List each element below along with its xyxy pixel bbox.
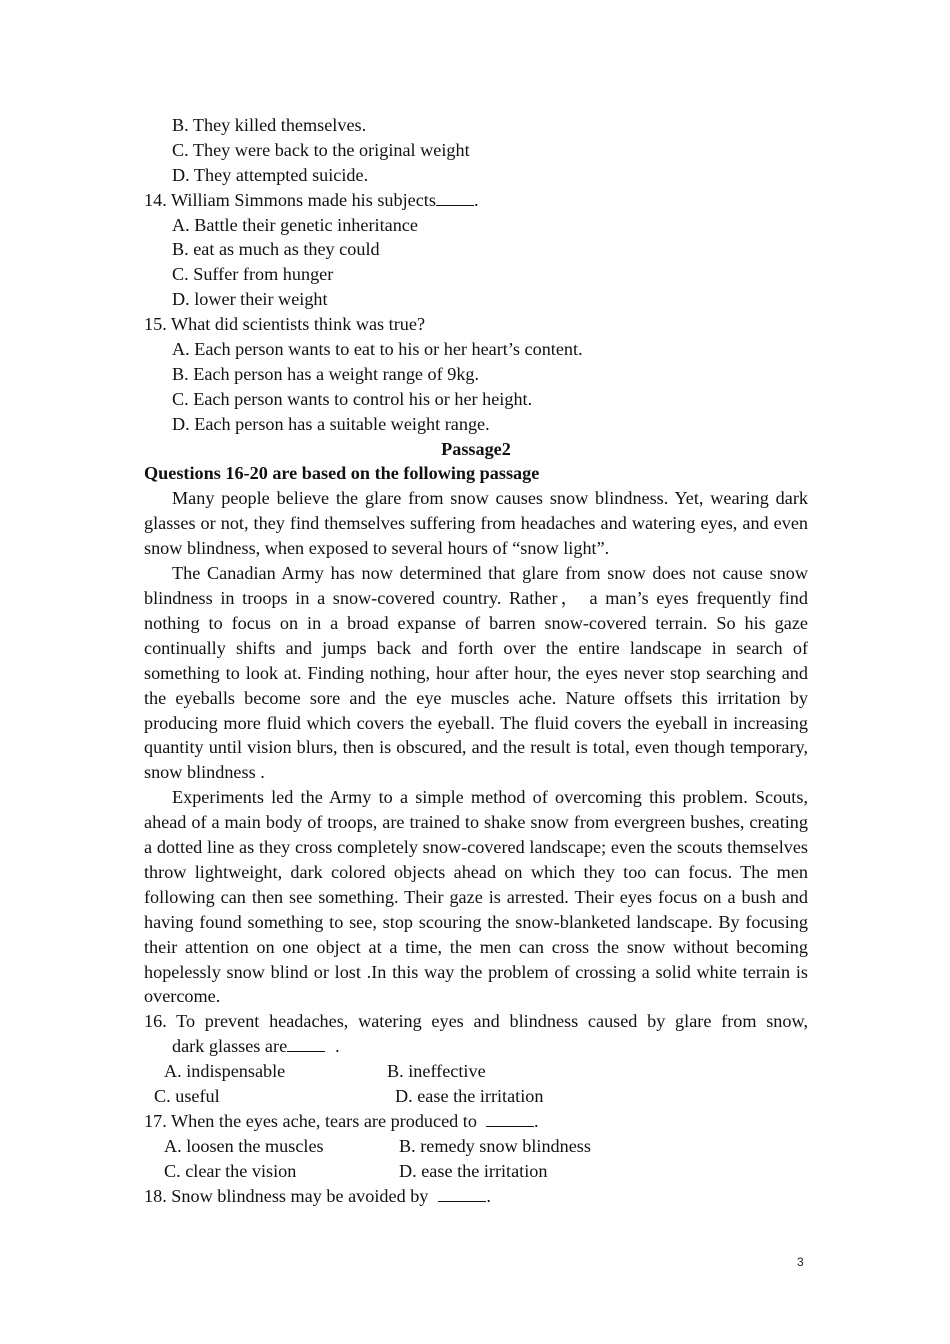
q16-stem: 16. To prevent headaches, watering eyes and blindness caused by glare from snow, (144, 1011, 808, 1032)
q17-option-d: D. ease the irritation (399, 1160, 548, 1181)
q14-stem: 14. William Simmons made his subjects . (144, 189, 479, 210)
q16-option-d: D. ease the irritation (395, 1086, 544, 1107)
q16-options-row-1 (144, 1059, 808, 1084)
q15-option-a: A. Each person wants to eat to his or her heart’s content. (172, 339, 583, 360)
passage-title: Passage2 (441, 438, 511, 459)
q16-options-row-2 (144, 1084, 808, 1109)
passage-instruction: Questions 16-20 are based on the following passage (144, 463, 540, 484)
passage-paragraph: The Canadian Army has now determined that glare from snow does not cause snow blindness in troops in a snow-covered country. Rather， a man’s eyes frequently find nothing to focus on in a broad expanse of barren snow-covered terrain. So his gaze continually shifts and jumps back and forth over the entire landscape in search of something to look at. Finding nothing, hour after hour, the eyes never stop searching and the eyeballs become sore and the eye muscles ache. Nature offsets this irritation by producing more fluid which covers the eyeball. The fluid covers the eyeball in increasing quantity until vision blurs, then is obscured, and the result is total, even though temporary, snow blindness . (144, 563, 808, 783)
q14-option-d: D. lower their weight (172, 289, 328, 310)
q17-stem: 17. When the eyes ache, tears are produced to . (144, 1110, 539, 1131)
q18-stem: 18. Snow blindness may be avoided by . (144, 1185, 491, 1206)
q14-option-b: B. eat as much as they could (172, 239, 380, 260)
q17-option-b: B. remedy snow blindness (399, 1135, 591, 1156)
q13-option-b: B. They killed themselves. (172, 115, 367, 135)
answer-blank (486, 1109, 534, 1127)
q13-option-c: C. They were back to the original weight (172, 139, 470, 160)
page-content (144, 113, 808, 1209)
q14-option-c: C. Suffer from hunger (172, 264, 334, 285)
answer-blank (438, 1184, 486, 1202)
q15-option-c: C. Each person wants to control his or her height. (172, 388, 533, 409)
q16-stem-cont: dark glasses are . (172, 1036, 340, 1057)
q17-options-row-1 (144, 1134, 808, 1159)
q16-option-a: A. indispensable (164, 1061, 286, 1082)
q13-option-d: D. They attempted suicide. (172, 164, 369, 185)
q16-option-b: B. ineffective (387, 1061, 486, 1082)
passage-paragraph: Experiments led the Army to a simple method of overcoming this problem. Scouts, ahead of a main body of troops, are trained to shake snow from evergreen bushes, creating a dotted line as they cross completely snow-covered landscape; even the scouts themselves throw lightweight, dark colored objects ahead on which they too can focus. The men following can then see something. Their gaze is arrested. Their eyes focus on a bush and having found something to see, stop scouring the snow-blanketed landscape. By focusing their attention on one object at a time, the men can cross the snow without becoming hopelessly snow blind or lost .In this way the problem of crossing a solid white terrain is overcome. (144, 787, 808, 1007)
answer-blank (436, 188, 474, 206)
q16-option-c: C. useful (154, 1086, 220, 1107)
answer-blank (287, 1034, 325, 1052)
page-number: 3 (797, 1255, 804, 1269)
passage-paragraph: Many people believe the glare from snow causes snow blindness. Yet, wearing dark glasses or not, they find themselves suffering from headaches and watering eyes, and even snow blindness, when exposed to several hours of “snow light”. (144, 488, 808, 559)
q15-stem: 15. What did scientists think was true? (144, 314, 426, 335)
q15-option-b: B. Each person has a weight range of 9kg. (172, 363, 480, 384)
q17-option-c: C. clear the vision (164, 1160, 297, 1181)
passage-body (144, 486, 808, 1009)
q17-options-row-2 (144, 1159, 808, 1184)
q17-option-a: A. loosen the muscles (164, 1135, 324, 1156)
q14-option-a: A. Battle their genetic inheritance (172, 214, 418, 235)
q15-option-d: D. Each person has a suitable weight range. (172, 413, 490, 434)
